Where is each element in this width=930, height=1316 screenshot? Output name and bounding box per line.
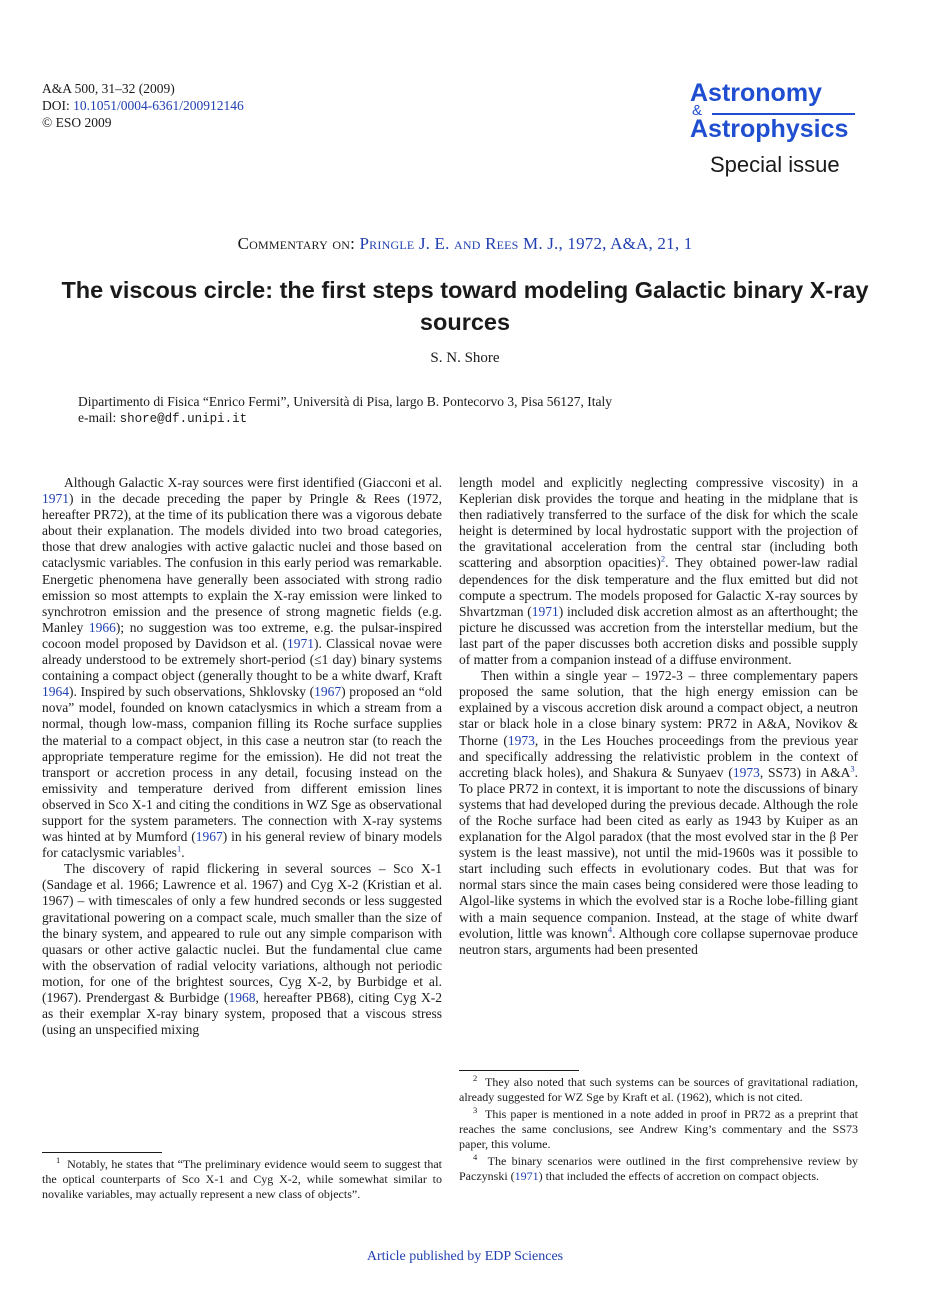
copyright: © ESO 2009 (42, 115, 112, 130)
text-run: length model and explicitly neglecting compressive viscosity) in a Keplerian disk provides the torque and heating in the midplane that is then radiatively transferred to the surface of the disk for which the scale height is determined by local hydrostatic support with the projection of the gravitational acceleration from the central star (including both scattering and absorption opacities) (459, 475, 858, 571)
citation-link[interactable]: 1971 (514, 1169, 539, 1183)
text-run: The discovery of rapid flickering in several sources – Sco X-1 (Sandage et al. 1966; Lawrence et al. 1967) and Cyg X-2 (Kristian et al. 1967) – with timescales of only a few hundred seconds or less suggested gravitational powering on a compact scale, much smaller than the size of the binary system, and appeared to rule out any simple comparison with quasars or other active galactic nuclei. But the fundamental clue came with the observation of radial velocity variations, although not periodic motion, for one of the brightest sources, Cyg X-2, by Burbidge et al. (1967). Prendergast & Burbidge ( (42, 861, 442, 1005)
paragraph (42, 475, 442, 861)
footnote-divider (42, 1152, 162, 1153)
text-run: Then within a single year – 1972-3 – three complementary papers proposed the same solution, that the high energy emission can be explained by a viscous accretion disk around a compact object, a neutron star or black hole in a close binary system: PR72 in A&A, Novikov & Thorne ( (459, 668, 858, 748)
text-run: ) proposed an “old nova” model, founded on known cataclysmics in which a stream from a normal, though low-mass, companion filling its Roche surface supplies the material to a compact object, in this case a neutron star (to reach the appropriate temperature regime for the emission). He did not treat the transport or accretion process in any detail, focusing instead on the emissivity and temperature derived from different emission lines observed in Sco X-1 and citing the conditions in WZ Sge as observational support for the system parameters. The connection with X-ray systems was hinted at by Mumford ( (42, 684, 442, 845)
journal-metadata (42, 80, 244, 131)
paper-title: The viscous circle: the first steps toward modeling Galactic binary X-ray sources (61, 277, 869, 335)
logo-rule (712, 113, 855, 115)
footnote-mark[interactable]: 3 (850, 763, 855, 774)
footnote-text: They also noted that such systems can be sources of gravitational radiation, already suggested for WZ Sge by Kraft et al. (1962), which is not cited. (459, 1075, 858, 1104)
text-run: ). Classical novae were already understood to be extremely short-period (≤1 day) binary systems containing a compact object (generally thought to be a white dwarf, Kraft (42, 635, 443, 684)
text-run: . Although core collapse supernovae produce neutron stars, arguments had been presented (459, 925, 859, 957)
commentary-target-link[interactable]: Pringle J. E. and Rees M. J., 1972, A&A, 21, 1 (359, 234, 693, 253)
footnote-number: 1 (56, 1155, 61, 1165)
logo-word-astrophysics: Astrophysics (690, 115, 849, 143)
journal-line: A&A 500, 31–32 (2009) (42, 81, 175, 96)
footnote (459, 1154, 858, 1184)
citation-link[interactable]: 1966 (88, 619, 116, 635)
journal-logo (690, 80, 890, 178)
footnote-text: This paper is mentioned in a note added in proof in PR72 as a preprint that reaches the same conclusions, see Andrew King’s commentary and the SS73 paper, this volume. (459, 1107, 858, 1151)
logo-ampersand: & (692, 102, 703, 119)
body-column-right (459, 475, 858, 958)
citation-link[interactable]: 1971 (531, 603, 559, 619)
footnote-text: The binary scenarios were outlined in the first comprehensive review by Paczynski ( (459, 1154, 858, 1183)
publisher-link[interactable]: Article published by EDP Sciences (366, 1249, 564, 1264)
doi-link[interactable]: 10.1051/0004-6361/200912146 (73, 98, 244, 113)
special-issue-label: Special issue (710, 152, 840, 177)
footnotes-left (42, 1157, 442, 1204)
citation-link[interactable]: 1964 (42, 684, 69, 700)
footnote-divider (459, 1070, 579, 1071)
citation-link[interactable]: 1973 (732, 764, 760, 780)
footnote-mark[interactable]: 2 (660, 553, 666, 564)
text-run: . They obtained power-law radial dependences for the disk temperature and the flux emitted but did not compute a spectrum. The models proposed for Galactic X-ray sources by Shvartzman ( (459, 555, 858, 619)
commentary-prefix: Commentary on: (237, 234, 356, 253)
paragraph (459, 668, 858, 958)
citation-link[interactable]: 1967 (314, 684, 342, 700)
doi-line (42, 97, 244, 114)
text-run: , in the Les Houches proceedings from the previous year and specifically addressing the relativistic problem in the context of accreting black holes), and Shakura & Sunyaev ( (459, 732, 858, 780)
text-run: , hereafter PB68), citing Cyg X-2 as their exemplar X-ray binary system, proposed that a viscous stress (using an unspecified mixing (42, 990, 442, 1038)
text-run: , SS73) in A&A (759, 764, 851, 780)
doi-label: DOI: (42, 98, 70, 113)
text-run: ) included disk accretion almost as an afterthought; the picture he discussed was accretion from the interstellar medium, but the last part of the paper discusses both accretion disks and possible supply of matter from a companion instead of a diffuse environment. (459, 603, 859, 668)
commentary-line (0, 234, 930, 254)
email-label: e-mail: (78, 410, 117, 425)
footnote-number: 4 (473, 1152, 478, 1162)
text-run: ) in the decade preceding the paper by Pringle & Rees (1972, hereafter PR72), at the time of its publication there was a vigorous debate about their explanation. The models divided into two broad categories, those that drew analogies with active galactic nuclei and those based on cataclysmic variables. The confusion in this early period was remarkable. Energetic phenomena have generally been associated with strong radio emission so most attempts to explain the X-ray emission were linked to synchrotron emission and the presence of strong magnetic fields (e.g. Manley (42, 491, 442, 635)
text-run: . To place PR72 in context, it is important to note the discussions of binary systems that had developed during the previous decade. Although the role of the Roche surface had been cited as early as 1943 by Kuiper as an explanation for the Algol paradox (that the most evolved star in the β Per system is the least massive), not until the mid-1960s was it possible to start including such effects in evolutionary codes. But that was for normal stars since the main cases being considered were those leading to Algol-like systems in which the evolved star is a Roche lobe-filling giant with a main sequence companion. Instead, at the stage of white dwarf evolution, little was known (459, 764, 858, 941)
text-run: ); no suggestion was too extreme, e.g. the pulsar-inspired cocoon model proposed by Davidson et al. ( (42, 619, 442, 651)
logo-word-astronomy: Astronomy (690, 79, 822, 107)
footnote (42, 1157, 442, 1202)
text-run: ) in his general review of binary models for cataclysmic variables (42, 829, 442, 861)
affiliation (78, 394, 612, 427)
author-name: S. N. Shore (430, 350, 500, 366)
footnote-mark[interactable]: 4 (607, 924, 613, 935)
citation-link[interactable]: 1971 (287, 635, 314, 651)
paragraph (459, 475, 858, 668)
footnote-number: 3 (473, 1105, 478, 1115)
footnote (459, 1075, 858, 1105)
affiliation-institution: Dipartimento di Fisica “Enrico Fermi”, Università di Pisa, largo B. Pontecorvo 3, Pisa 56127, Italy (78, 394, 613, 409)
publisher-footer (0, 1249, 930, 1265)
citation-link[interactable]: 1971 (42, 491, 69, 507)
email-address: shore@df.unipi.it (119, 412, 248, 426)
footnote-text: ) that included the effects of accretion on compact objects. (538, 1169, 819, 1183)
text-run: Although Galactic X-ray sources were first identified (Giacconi et al. (64, 475, 442, 490)
body-column-left (42, 475, 442, 1038)
citation-link[interactable]: 1973 (507, 732, 535, 748)
citation-link[interactable]: 1967 (195, 829, 223, 845)
citation-link[interactable]: 1968 (228, 990, 256, 1005)
footnote-number: 2 (473, 1073, 478, 1083)
footnotes-right (459, 1075, 858, 1186)
footnote (459, 1107, 858, 1152)
affiliation-email-line (78, 410, 612, 427)
footnote-mark[interactable]: 1 (176, 843, 182, 854)
text-run: . (181, 845, 185, 861)
text-run: ). Inspired by such observations, Shklovsky ( (69, 684, 315, 700)
footnote-text: Notably, he states that “The preliminary evidence would seem to suggest that the optical counterparts of Sco X-1 and Cyg X-2, while somewhat similar to novalike variables, may actually represent a new class of objects”. (42, 1157, 443, 1201)
paragraph (42, 861, 442, 1038)
